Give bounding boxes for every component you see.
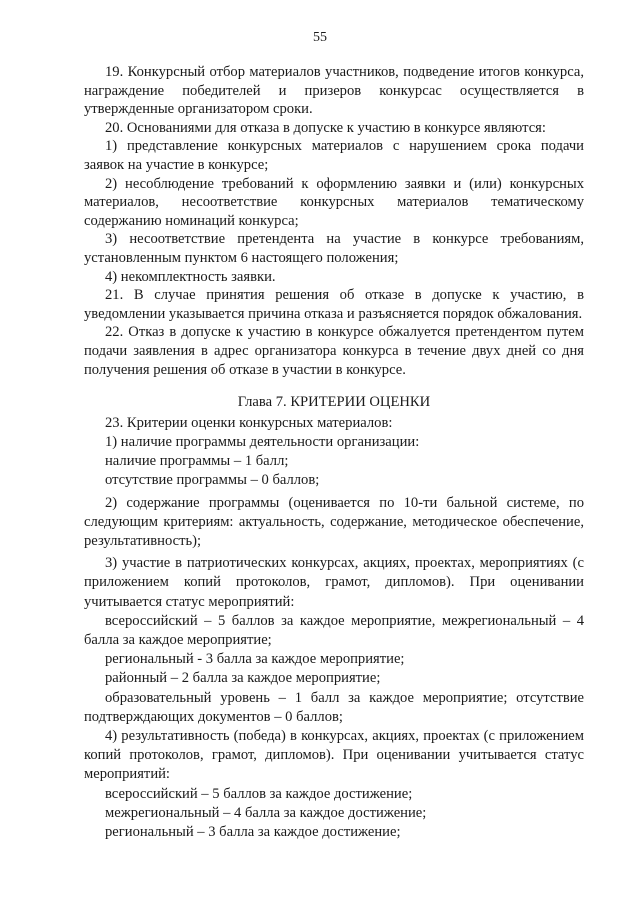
- criterion-3: 3) участие в патриотических конкурсах, акциях, проектах, мероприятиях (с приложением копий протоколов, грамот, дипломов). При оценивании учитывается статус мероприятий:: [84, 555, 584, 610]
- chapter-title: Глава 7. КРИТЕРИИ ОЦЕНКИ: [237, 394, 431, 411]
- criterion-3-option-2: региональный - 3 балла за каждое мероприятие;: [105, 651, 405, 668]
- paragraph-23: 23. Критерии оценки конкурсных материалов:: [105, 414, 393, 431]
- criterion-4-option-3: региональный – 3 балла за каждое достижение;: [105, 823, 401, 840]
- paragraph-21: 21. В случае принятия решения об отказе в допуске к участию, в уведомлении указывается причина отказа и разъясняется порядок обжалования.: [84, 287, 584, 322]
- criterion-1: 1) наличие программы деятельности организации:: [105, 433, 420, 450]
- criterion-2: 2) содержание программы (оценивается по 10-ти бальной системе, по следующим критериям: актуальность, содержание, методическое обеспечение, результативность);: [84, 494, 584, 549]
- criterion-4-option-2: межрегиональный – 4 балла за каждое достижение;: [105, 804, 427, 821]
- page-number: 55: [313, 30, 327, 45]
- paragraph-20-item-4: 4) некомплектность заявки.: [105, 268, 276, 285]
- paragraph-20-item-2: 2) несоблюдение требований к оформлению заявки и (или) конкурсных материалов, несоответствие конкурсных материалов тематическому содержанию номинаций конкурса;: [84, 175, 584, 229]
- paragraph-20-item-1: 1) представление конкурсных материалов с нарушением срока подачи заявок на участие в конкурсе;: [84, 138, 584, 173]
- section-competition-rules: [84, 63, 584, 379]
- criterion-3-option-3: районный – 2 балла за каждое мероприятие;: [105, 670, 381, 687]
- criterion-1-option-2: отсутствие программы – 0 баллов;: [105, 472, 320, 489]
- paragraph-22: 22. Отказ в допуске к участию в конкурсе обжалуется претендентом путем подачи заявления в адрес организатора конкурса в течение двух дней со дня получения решения об отказе в участии в конкурсе.: [84, 324, 584, 378]
- document-body: [84, 63, 584, 842]
- paragraph-20-item-3: 3) несоответствие претендента на участие в конкурсе требованиям, установленным пунктом 6 настоящего положения;: [84, 231, 584, 266]
- criterion-4: 4) результативность (победа) в конкурсах, акциях, проектах (с приложением копий протоколов, грамот, дипломов). При оценивании учитывается статус мероприятий:: [84, 727, 584, 783]
- section-evaluation-criteria: [84, 414, 584, 842]
- criterion-3-option-4: образовательный уровень – 1 балл за каждое мероприятие; отсутствие подтверждающих документов – 0 баллов;: [84, 689, 584, 725]
- paragraph-20: 20. Основаниями для отказа в допуске к участию в конкурсе являются:: [105, 119, 546, 136]
- paragraph-19: 19. Конкурсный отбор материалов участников, подведение итогов конкурса, награждение победителей и призеров конкурсас осуществляется в утвержденные организатором сроки.: [84, 64, 584, 118]
- criterion-1-option-1: наличие программы – 1 балл;: [105, 453, 289, 470]
- criterion-4-option-1: всероссийский – 5 баллов за каждое достижение;: [105, 785, 413, 802]
- criterion-3-option-1: всероссийский – 5 баллов за каждое мероприятие, межрегиональный – 4 балла за каждое мероприятие;: [84, 612, 584, 648]
